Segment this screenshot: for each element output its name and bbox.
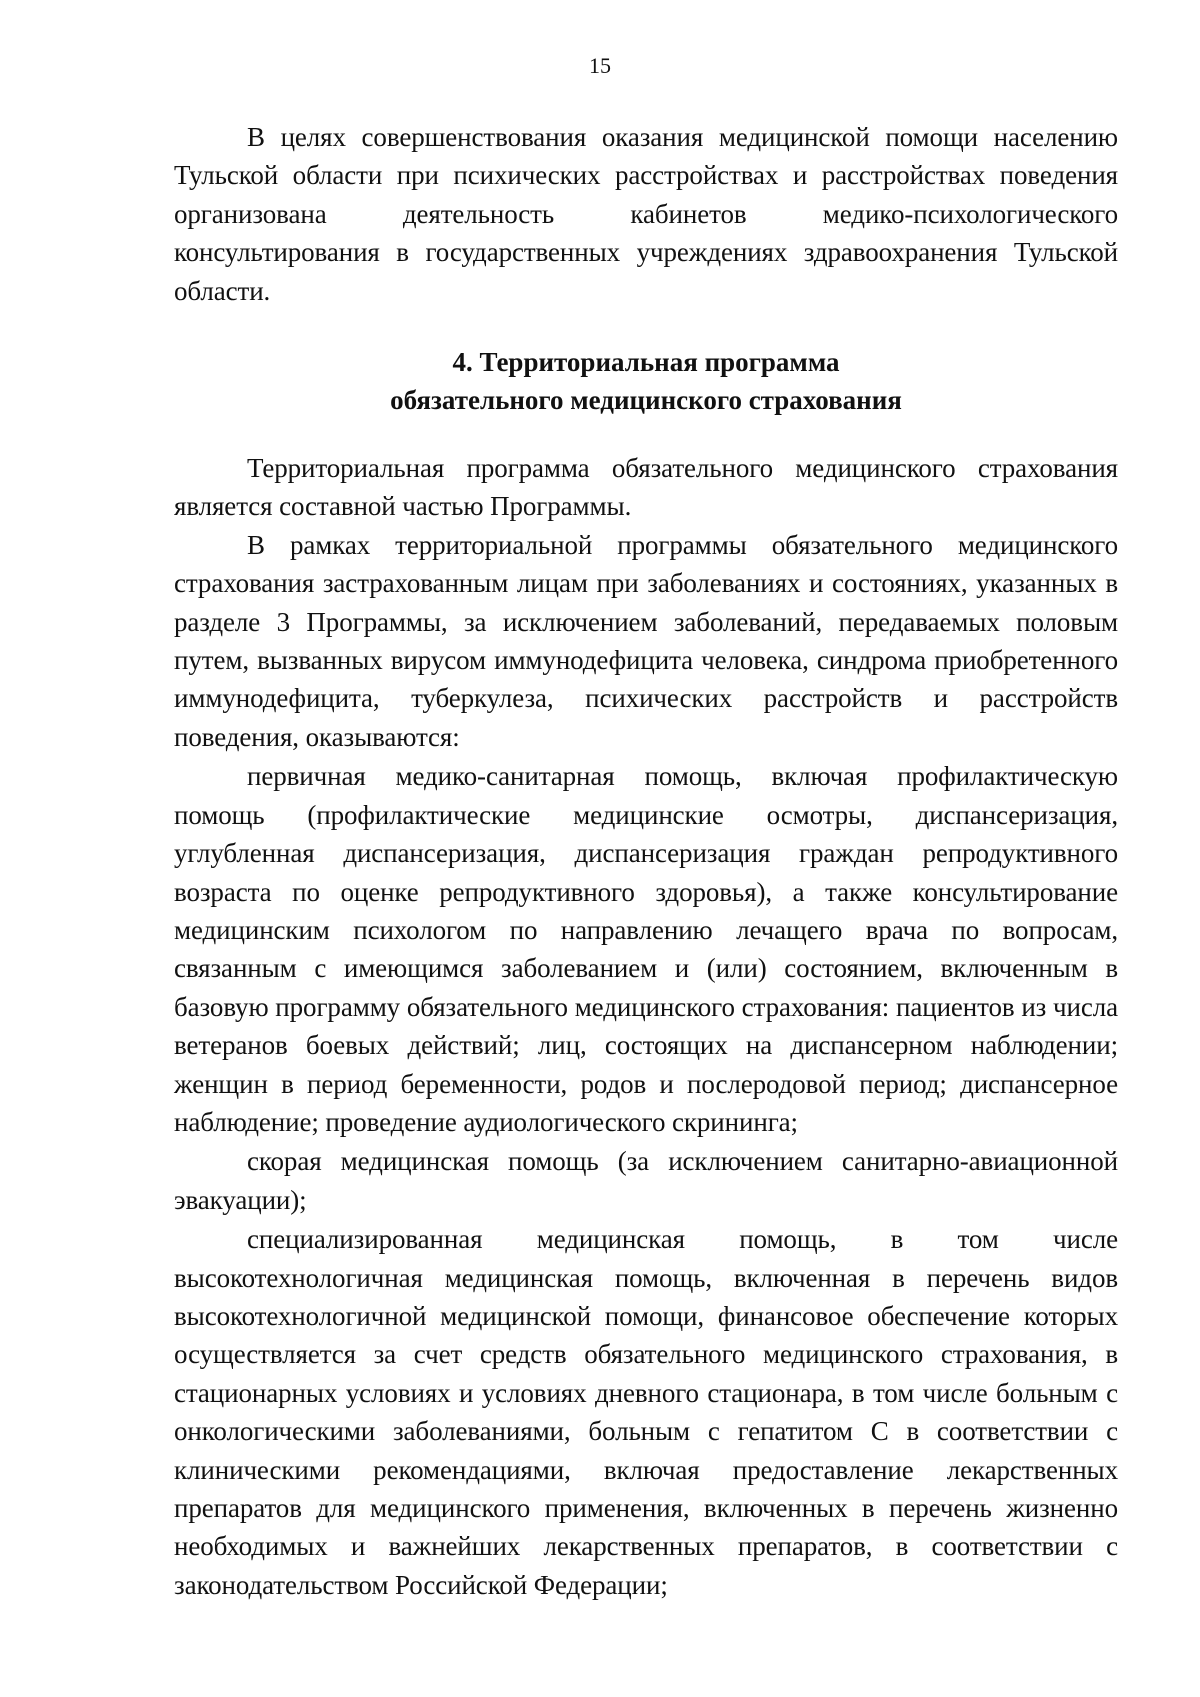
paragraph-emergency-care: скорая медицинская помощь (за исключением санитарно-авиационной эвакуации); (174, 1146, 1118, 1215)
document-body (174, 118, 1118, 1604)
page-number: 15 (589, 53, 611, 78)
section-title-line-1: 4. Территориальная программа (452, 347, 840, 378)
paragraph-specialized-care: специализированная медицинская помощь, в том числе высокотехнологичная медицинская помощь, включенная в перечень видов высокотехнологичной медицинской помощи, финансовое обеспечение которых осуществляется за счет средств обязательного медицинского страхования, в стационарных условиях и условиях дневного стационара, в том числе больным с онкологическими заболеваниями, больным с гепатитом С в соответствии с клиническими рекомендациями, включая предоставление лекарственных препаратов для медицинского применения, включенных в перечень жизненно необходимых и важнейших лекарственных препаратов, в соответствии с законодательством Российской Федерации; (174, 1224, 1118, 1600)
paragraph-primary-care: первичная медико-санитарная помощь, включая профилактическую помощь (профилактические медицинские осмотры, диспансеризация, углубленная диспансеризация, диспансеризация граждан репродуктивного возраста по оценке репродуктивного здоровья), а также консультирование медицинским психологом по направлению лечащего врача по вопросам, связанным с имеющимся заболеванием и (или) состоянием, включенным в базовую программу обязательного медицинского страхования: пациентов из числа ветеранов боевых действий; лиц, состоящих на диспансерном наблюдении; женщин в период беременности, родов и послеродовой период; диспансерное наблюдение; проведение аудиологического скрининга; (174, 761, 1118, 1137)
section-heading (174, 343, 1118, 419)
paragraph-program-part: Территориальная программа обязательного медицинского страхования является составной частью Программы. (174, 453, 1118, 522)
intro-paragraph: В целях совершенствования оказания медицинской помощи населению Тульской области при психических расстройствах и расстройствах поведения организована деятельность кабинетов медико-психологического консультирования в государственных учреждениях здравоохранения Тульской области. (174, 122, 1118, 306)
section-title-line-2: обязательного медицинского страхования (390, 385, 902, 416)
paragraph-insured-persons: В рамках территориальной программы обязательного медицинского страхования застрахованным лицам при заболеваниях и состояниях, указанных в разделе 3 Программы, за исключением заболеваний, передаваемых половым путем, вызванных вирусом иммунодефицита человека, синдрома приобретенного иммунодефицита, туберкулеза, психических расстройств и расстройств поведения, оказываются: (174, 529, 1118, 752)
